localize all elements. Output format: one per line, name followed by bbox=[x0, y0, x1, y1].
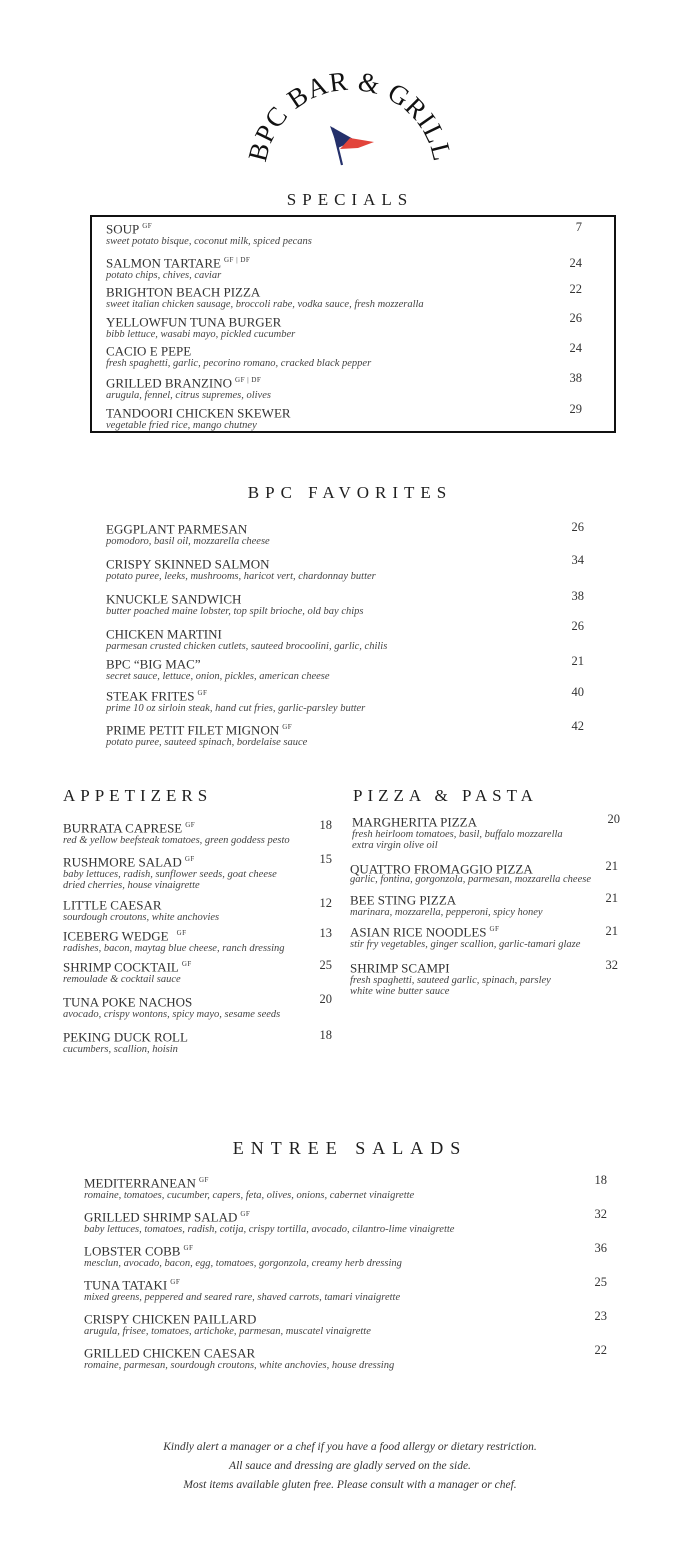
appetizer-item: SHRIMP COCKTAIL $^{GF}$ remoulade & cocktail sauce bbox=[63, 959, 192, 986]
special-price: 24 bbox=[569, 341, 582, 355]
salad-price: 32 bbox=[594, 1207, 607, 1221]
favorite-price: 26 bbox=[571, 619, 584, 633]
pizza-pasta-price: 21 bbox=[605, 859, 618, 873]
favorite-price: 26 bbox=[571, 520, 584, 534]
special-item: CACIO E PEPE fresh spaghetti, garlic, pecorino romano, cracked black pepper bbox=[106, 343, 372, 370]
special-price: 26 bbox=[569, 311, 582, 325]
special-price: 24 bbox=[569, 256, 582, 270]
svg-text:BPC BAR & GRILL bbox=[242, 70, 458, 164]
appetizer-price: 18 bbox=[319, 1028, 332, 1042]
salad-price: 25 bbox=[594, 1275, 607, 1289]
entree-salads-title: ENTREE SALADS bbox=[232, 1138, 468, 1158]
special-item: SOUP $^{GF}$ sweet potato bisque, coconut milk, spiced pecans bbox=[106, 221, 312, 248]
favorite-price: 40 bbox=[571, 685, 584, 699]
special-item: SALMON TARTARE $^{GF | DF}$ potato chips, chives, caviar bbox=[106, 255, 251, 282]
appetizer-item: LITTLE CAESAR sourdough croutons, white anchovies bbox=[63, 897, 220, 924]
special-price: 38 bbox=[569, 371, 582, 385]
footer-line: Most items available gluten free. Please consult with a manager or chef. bbox=[183, 1479, 517, 1491]
salad-price: 22 bbox=[594, 1343, 607, 1357]
appetizer-price: 20 bbox=[319, 992, 332, 1006]
specials-title: SPECIALS bbox=[286, 190, 414, 209]
pizza-pasta-item: MARGHERITA PIZZA fresh heirloom tomatoes, basil, buffalo mozzarella extra virgin olive oil bbox=[352, 814, 563, 852]
special-item: TANDOORI CHICKEN SKEWER vegetable fried rice, mango chutney bbox=[106, 405, 291, 432]
appetizer-price: 13 bbox=[319, 926, 332, 940]
pizza-pasta-item: ASIAN RICE NOODLES $^{GF}$ stir fry vegetables, ginger scallion, garlic-tamari glaze bbox=[350, 924, 581, 951]
appetizers-title: APPETIZERS bbox=[63, 786, 213, 805]
special-item: YELLOWFUN TUNA BURGER bibb lettuce, wasabi mayo, pickled cucumber bbox=[106, 314, 296, 341]
salad-item: CRISPY CHICKEN PAILLARD arugula, frisee, tomatoes, artichoke, parmesan, muscatel vinaigrette bbox=[84, 1311, 371, 1338]
appetizer-price: 15 bbox=[319, 852, 332, 866]
special-price: 22 bbox=[569, 282, 582, 296]
appetizer-item: TUNA POKE NACHOS avocado, crispy wontons, spicy mayo, sesame seeds bbox=[63, 994, 281, 1021]
appetizer-item: RUSHMORE SALAD $^{GF}$ baby lettuces, radish, sunflower seeds, goat cheese dried cherries, house vinaigrette bbox=[63, 854, 277, 892]
appetizer-item: BURRATA CAPRESE $^{GF}$ red & yellow beefsteak tomatoes, green goddess pesto bbox=[63, 820, 290, 847]
appetizer-price: 25 bbox=[319, 958, 332, 972]
favorite-price: 38 bbox=[571, 589, 584, 603]
special-price: 7 bbox=[575, 220, 582, 234]
pizza-pasta-item: BEE STING PIZZA marinara, mozzarella, pepperoni, spicy honey bbox=[350, 892, 543, 919]
special-item: GRILLED BRANZINO $^{GF | DF}$ arugula, fennel, citrus supremes, olives bbox=[106, 375, 271, 402]
appetizer-item: ICEBERG WEDGE $^{GF}$ radishes, bacon, maytag blue cheese, ranch dressing bbox=[63, 928, 285, 955]
salad-item: LOBSTER COBB $^{GF}$ mesclun, avocado, bacon, egg, tomatoes, gorgonzola, creamy herb dressing bbox=[84, 1243, 402, 1270]
pizza-pasta-price: 20 bbox=[607, 812, 620, 826]
salad-item: GRILLED SHRIMP SALAD $^{GF}$ baby lettuces, tomatoes, radish, cotija, crispy tortilla, avocado, cilantro-lime vinaigrette bbox=[84, 1209, 455, 1236]
flag-icon bbox=[330, 126, 374, 165]
pizza-pasta-item: SHRIMP SCAMPI fresh spaghetti, sauteed garlic, spinach, parsley white wine butter sauce bbox=[350, 960, 551, 998]
footer-line: All sauce and dressing are gladly served on the side. bbox=[229, 1460, 471, 1472]
pizza-pasta-title: PIZZA & PASTA bbox=[353, 786, 538, 805]
appetizer-price: 12 bbox=[319, 896, 332, 910]
favorite-item: BPC “BIG MAC” secret sauce, lettuce, onion, pickles, american cheese bbox=[106, 656, 330, 683]
favorite-price: 42 bbox=[571, 719, 584, 733]
favorite-item: CHICKEN MARTINI parmesan crusted chicken cutlets, sauteed brocoolini, garlic, chilis bbox=[106, 626, 388, 653]
footer-note bbox=[0, 1438, 700, 1495]
pizza-pasta-price: 21 bbox=[605, 924, 618, 938]
favorite-item: STEAK FRITES $^{GF}$ prime 10 oz sirloin steak, hand cut fries, garlic-parsley butter bbox=[106, 688, 366, 715]
favorite-price: 34 bbox=[571, 553, 584, 567]
salad-price: 23 bbox=[594, 1309, 607, 1323]
salad-price: 18 bbox=[594, 1173, 607, 1187]
favorite-item: CRISPY SKINNED SALMON potato puree, leeks, mushrooms, haricot vert, chardonnay butter bbox=[106, 556, 376, 583]
logo bbox=[230, 70, 470, 190]
favorite-item: PRIME PETIT FILET MIGNON $^{GF}$ potato puree, sauteed spinach, bordelaise sauce bbox=[106, 722, 308, 749]
salad-price: 36 bbox=[594, 1241, 607, 1255]
special-item: BRIGHTON BEACH PIZZA sweet italian chicken sausage, broccoli rabe, vodka sauce, fresh mozzeralla bbox=[106, 284, 424, 311]
footer-line: Kindly alert a manager or a chef if you have a food allergy or dietary restriction. bbox=[163, 1441, 537, 1453]
favorite-price: 21 bbox=[571, 654, 584, 668]
favorite-item: EGGPLANT PARMESAN pomodoro, basil oil, mozzarella cheese bbox=[106, 521, 270, 548]
salad-item: TUNA TATAKI $^{GF}$ mixed greens, peppered and seared rare, shaved carrots, tamari vinaigrette bbox=[84, 1277, 401, 1304]
special-price: 29 bbox=[569, 402, 582, 416]
pizza-pasta-price: 32 bbox=[605, 958, 618, 972]
salad-item: MEDITERRANEAN $^{GF}$ romaine, tomatoes, cucumber, capers, feta, olives, onions, cabernet vinaigrette bbox=[84, 1175, 415, 1202]
pizza-pasta-item: QUATTRO FROMAGGIO PIZZA garlic, fontina, gorgonzola, parmesan, mozzarella cheese bbox=[350, 861, 591, 886]
appetizer-price: 18 bbox=[319, 818, 332, 832]
pizza-pasta-price: 21 bbox=[605, 891, 618, 905]
favorites-title: BPC FAVORITES bbox=[247, 483, 453, 502]
logo-text: BPC BAR & GRILL bbox=[242, 70, 458, 165]
salad-item: GRILLED CHICKEN CAESAR romaine, parmesan, sourdough croutons, white anchovies, house dressing bbox=[84, 1345, 395, 1372]
favorite-item: KNUCKLE SANDWICH butter poached maine lobster, top spilt brioche, old bay chips bbox=[106, 591, 364, 618]
appetizer-item: PEKING DUCK ROLL cucumbers, scallion, hoisin bbox=[63, 1029, 188, 1056]
